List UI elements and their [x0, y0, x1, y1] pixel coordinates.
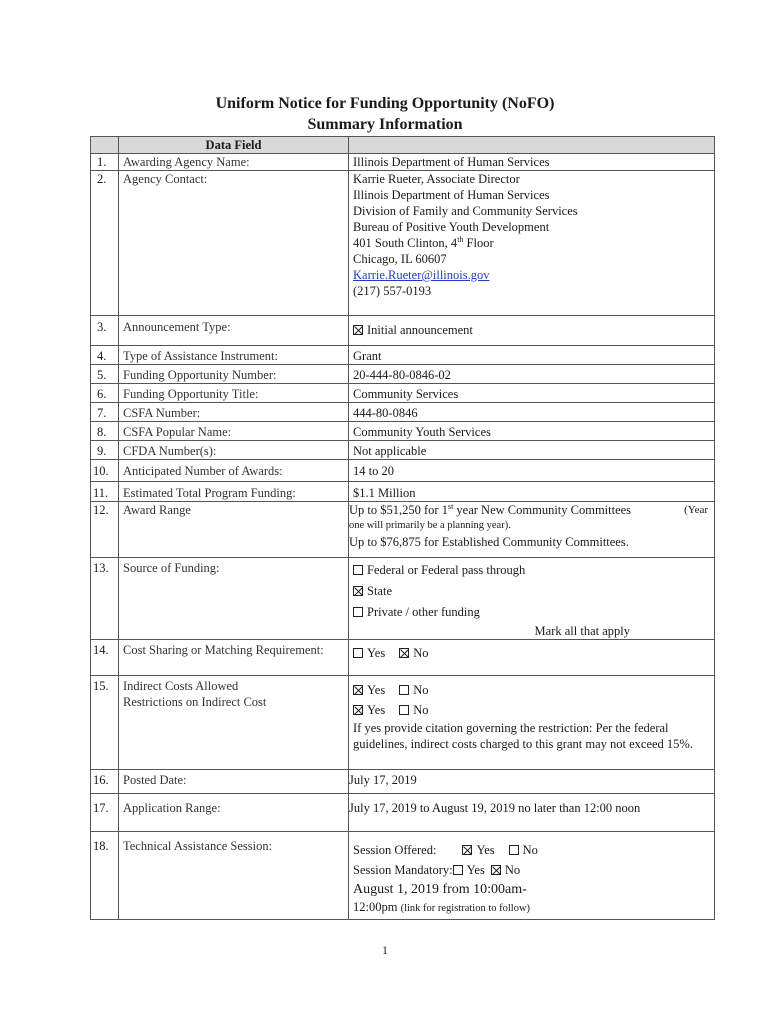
- funding-option: Federal or Federal pass through: [353, 560, 710, 581]
- field-label: Technical Assistance Session:: [119, 832, 349, 920]
- field-label: Application Range:: [119, 794, 349, 832]
- field-label: Posted Date:: [119, 770, 349, 794]
- field-label: CSFA Popular Name:: [119, 422, 349, 441]
- table-row: [91, 502, 715, 558]
- row-number: 8.: [91, 422, 119, 441]
- table-row: [91, 640, 715, 676]
- field-value: Community Youth Services: [349, 422, 715, 441]
- document-title: Uniform Notice for Funding Opportunity (NoFO): [215, 95, 555, 112]
- funding-note: Mark all that apply: [534, 624, 630, 638]
- field-label: Estimated Total Program Funding:: [119, 482, 349, 502]
- table-row: [91, 171, 715, 316]
- field-value: $1.1 Million: [349, 482, 715, 502]
- table-row: [91, 422, 715, 441]
- restriction-citation: If yes provide citation governing the restriction: Per the federal guidelines, indirect costs charged to this grant may not exceed 15%.: [353, 721, 693, 751]
- row-number: 7.: [91, 403, 119, 422]
- checkbox-checked-icon[interactable]: [353, 705, 363, 715]
- yes-no-choice: Yes No: [353, 680, 710, 700]
- table-row: [91, 365, 715, 384]
- option-yes: Yes: [367, 646, 386, 660]
- field-label: Agency Contact:: [119, 171, 349, 316]
- row-number: 13.: [91, 558, 119, 640]
- table-row: [91, 558, 715, 640]
- table-row: [91, 346, 715, 365]
- header-data-field: Data Field: [119, 137, 349, 154]
- contact-line: Bureau of Positive Youth Development: [353, 220, 550, 234]
- checkbox-checked-icon[interactable]: [353, 586, 363, 596]
- indirect-costs-label: Indirect Costs Allowed: [123, 679, 239, 693]
- agency-contact-value: [349, 171, 715, 316]
- field-label: Awarding Agency Name:: [119, 154, 349, 171]
- field-value: July 17, 2019 to August 19, 2019 no later than 12:00 noon: [349, 794, 715, 832]
- award-range-line: Up to $51,250 for 1st year New Community Committees (Year: [349, 501, 708, 517]
- field-label: CFDA Number(s):: [119, 441, 349, 460]
- checkbox-icon[interactable]: [509, 845, 519, 855]
- field-value: Community Services: [349, 384, 715, 403]
- field-label: Cost Sharing or Matching Requirement:: [119, 640, 349, 676]
- field-value: Grant: [349, 346, 715, 365]
- field-value: 444-80-0846: [349, 403, 715, 422]
- award-range-value: [349, 502, 715, 558]
- header-num-cell: [91, 137, 119, 154]
- table-row: [91, 441, 715, 460]
- checkbox-checked-icon[interactable]: [353, 685, 363, 695]
- yes-no-choice: Yes No: [353, 700, 710, 720]
- field-label: Award Range: [119, 502, 349, 558]
- row-number: 2.: [91, 171, 119, 316]
- contact-email-link[interactable]: Karrie.Rueter@illinois.gov: [353, 268, 490, 282]
- row-number: 10.: [91, 460, 119, 482]
- table-row: [91, 794, 715, 832]
- row-number: 16.: [91, 770, 119, 794]
- funding-option: Private / other funding: [353, 602, 710, 623]
- contact-line: Illinois Department of Human Services: [353, 188, 550, 202]
- checkbox-checked-icon[interactable]: [399, 648, 409, 658]
- row-number: 14.: [91, 640, 119, 676]
- header-value-cell: [349, 137, 715, 154]
- row-number: 3.: [91, 316, 119, 346]
- row-number: 4.: [91, 346, 119, 365]
- option-no: No: [413, 646, 429, 660]
- ta-session-value: [349, 832, 715, 920]
- summary-table: [90, 136, 715, 920]
- row-number: 17.: [91, 794, 119, 832]
- field-label: CSFA Number:: [119, 403, 349, 422]
- checkbox-icon[interactable]: [353, 607, 363, 617]
- field-value: Illinois Department of Human Services: [349, 154, 715, 171]
- table-row: [91, 154, 715, 171]
- page-number: 1: [382, 943, 388, 957]
- session-offered: Session Offered: Yes No: [353, 843, 538, 857]
- table-row: [91, 316, 715, 346]
- row-number: 9.: [91, 441, 119, 460]
- field-label: Source of Funding:: [119, 558, 349, 640]
- contact-address: 401 South Clinton, 4th Floor: [353, 234, 494, 250]
- field-value: July 17, 2019: [349, 770, 715, 794]
- contact-city: Chicago, IL 60607: [353, 252, 447, 266]
- funding-source-value: [349, 558, 715, 640]
- table-row: [91, 832, 715, 920]
- row-number: 18.: [91, 832, 119, 920]
- field-value: 20-444-80-0846-02: [349, 365, 715, 384]
- checkbox-icon[interactable]: [399, 685, 409, 695]
- checkbox-checked-icon[interactable]: [491, 865, 501, 875]
- field-value: Not applicable: [349, 441, 715, 460]
- field-value: Initial announcement: [349, 316, 715, 346]
- field-label: Announcement Type:: [119, 316, 349, 346]
- field-label: [119, 676, 349, 770]
- restrictions-label: Restrictions on Indirect Cost: [123, 695, 267, 709]
- field-label: Funding Opportunity Number:: [119, 365, 349, 384]
- document-subtitle: Summary Information: [307, 116, 463, 133]
- checkbox-icon[interactable]: [453, 865, 463, 875]
- session-date: August 1, 2019 from 10:00am-: [353, 882, 527, 897]
- field-label: Type of Assistance Instrument:: [119, 346, 349, 365]
- session-time: 12:00pm (link for registration to follow): [353, 900, 531, 914]
- table-row: [91, 482, 715, 502]
- table-header: [91, 137, 715, 154]
- award-range-line: Up to $76,875 for Established Community Committees.: [349, 535, 629, 549]
- field-value: 14 to 20: [349, 460, 715, 482]
- indirect-costs-value: [349, 676, 715, 770]
- contact-line: Division of Family and Community Services: [353, 204, 578, 218]
- checkbox-icon[interactable]: [399, 705, 409, 715]
- field-label: Anticipated Number of Awards:: [119, 460, 349, 482]
- contact-phone: (217) 557-0193: [353, 284, 432, 298]
- table-row: [91, 460, 715, 482]
- table-row: [91, 403, 715, 422]
- row-number: 15.: [91, 676, 119, 770]
- session-mandatory: Session Mandatory: Yes No: [353, 863, 521, 877]
- checkbox-icon[interactable]: [353, 565, 363, 575]
- row-number: 6.: [91, 384, 119, 403]
- row-number: 11.: [91, 482, 119, 502]
- table-row: [91, 676, 715, 770]
- funding-option: State: [353, 581, 710, 602]
- table-row: [91, 770, 715, 794]
- row-number: 12.: [91, 502, 119, 558]
- checkbox-checked-icon[interactable]: [353, 325, 363, 335]
- checkbox-checked-icon[interactable]: [462, 845, 472, 855]
- row-number: 1.: [91, 154, 119, 171]
- award-range-note: one will primarily be a planning year).: [349, 520, 511, 531]
- contact-line: Karrie Rueter, Associate Director: [353, 172, 520, 186]
- field-label: Funding Opportunity Title:: [119, 384, 349, 403]
- checkbox-icon[interactable]: [353, 648, 363, 658]
- field-value: [349, 640, 715, 676]
- table-row: [91, 384, 715, 403]
- row-number: 5.: [91, 365, 119, 384]
